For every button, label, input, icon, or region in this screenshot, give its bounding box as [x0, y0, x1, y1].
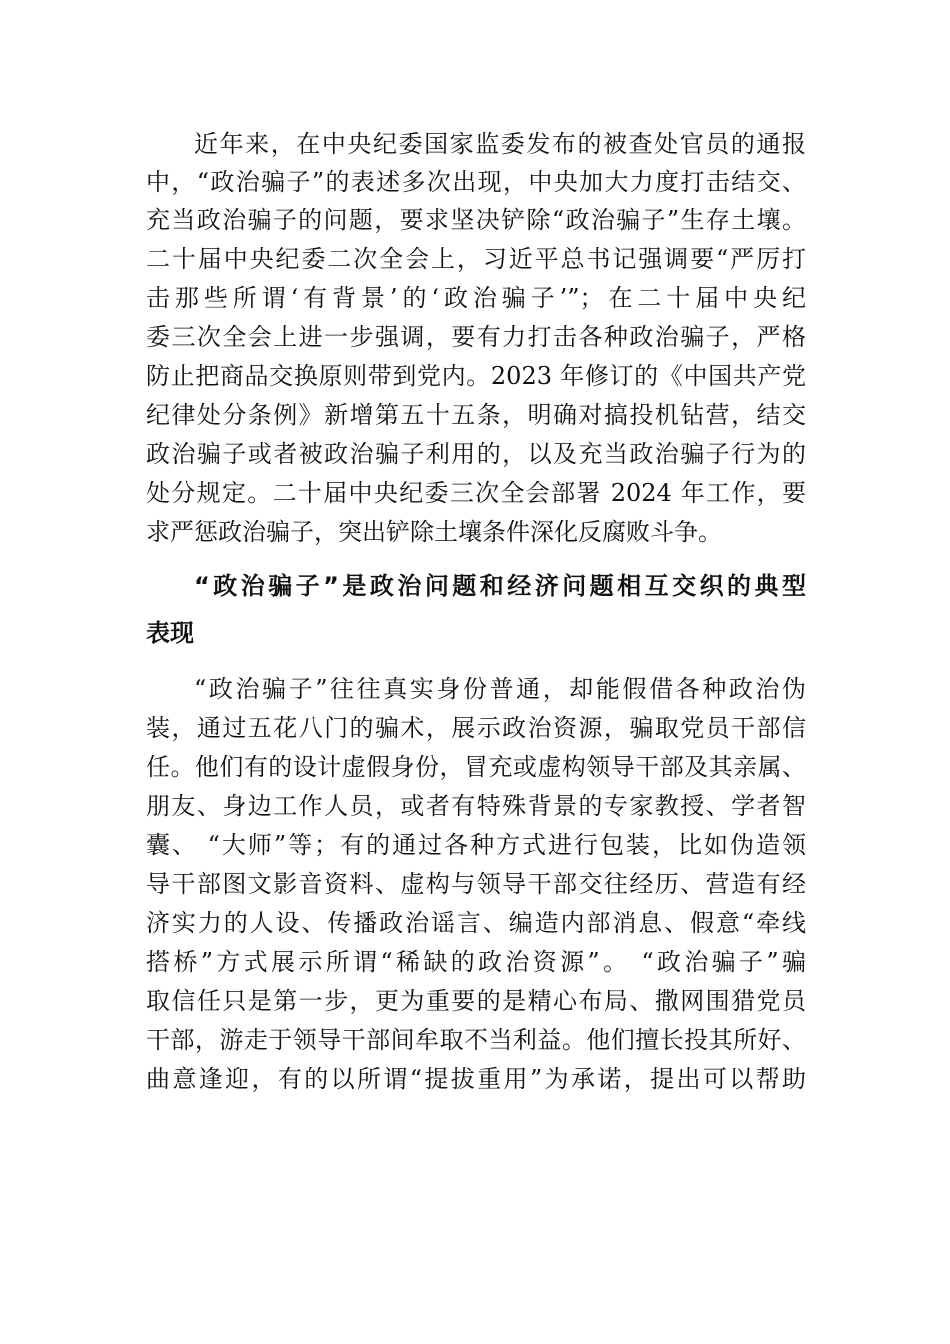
paragraph-line: 取信任只是第一步，更为重要的是精心布局、撒网围猎党员	[146, 987, 806, 1015]
paragraph-line: 防止把商品交换原则带到党内。2023 年修订的《中国共产党	[146, 362, 806, 390]
heading-line: 表现	[146, 619, 194, 647]
paragraph-line: 中，“政治骗子”的表述多次出现，中央加大力度打击结交、	[146, 168, 806, 196]
heading-line: “政治骗子”是政治问题和经济问题相互交织的典型	[194, 572, 806, 600]
paragraph-line: 纪律处分条例》新增第五十五条，明确对搞投机钻营，结交	[146, 401, 806, 429]
paragraph-line: 二十届中央纪委二次全会上，习近平总书记强调要“严厉打	[146, 245, 806, 273]
paragraph-line: 济实力的人设、传播政治谣言、编造内部消息、假意“牵线	[146, 909, 806, 937]
paragraph-line: 装，通过五花八门的骗术，展示政治资源，骗取党员干部信	[146, 714, 806, 742]
paragraph-line: 曲意逢迎，有的以所谓“提拔重用”为承诺，提出可以帮助	[146, 1065, 806, 1093]
paragraph-line: 任。他们有的设计虚假身份，冒充或虚构领导干部及其亲属、	[146, 753, 806, 781]
paragraph-line: 导干部图文影音资料、虚构与领导干部交往经历、营造有经	[146, 870, 806, 898]
paragraph-line: 求严惩政治骗子，突出铲除土壤条件深化反腐败斗争。	[146, 518, 722, 546]
paragraph-line: 击那些所谓‘有背景’的‘政治骗子’”；在二十届中央纪	[146, 284, 806, 312]
paragraph-line: 干部，游走于领导干部间牟取不当利益。他们擅长投其所好、	[146, 1026, 806, 1054]
paragraph-line: 充当政治骗子的问题，要求坚决铲除“政治骗子”生存土壤。	[146, 206, 806, 234]
paragraph-line: 委三次全会上进一步强调，要有力打击各种政治骗子，严格	[146, 323, 806, 351]
paragraph-line: 政治骗子或者被政治骗子利用的，以及充当政治骗子行为的	[146, 440, 806, 468]
paragraph-line: 搭桥”方式展示所谓“稀缺的政治资源”。 “政治骗子”骗	[146, 948, 806, 976]
paragraph-line: 处分规定。二十届中央纪委三次全会部署 2024 年工作，要	[146, 479, 806, 507]
paragraph-line: 囊、 “大师”等；有的通过各种方式进行包装，比如伪造领	[146, 831, 806, 859]
paragraph-line: “政治骗子”往往真实身份普通，却能假借各种政治伪	[194, 675, 806, 703]
paragraph-line: 近年来，在中央纪委国家监委发布的被查处官员的通报	[194, 130, 806, 158]
paragraph-line: 朋友、身边工作人员，或者有特殊背景的专家教授、学者智	[146, 792, 806, 820]
